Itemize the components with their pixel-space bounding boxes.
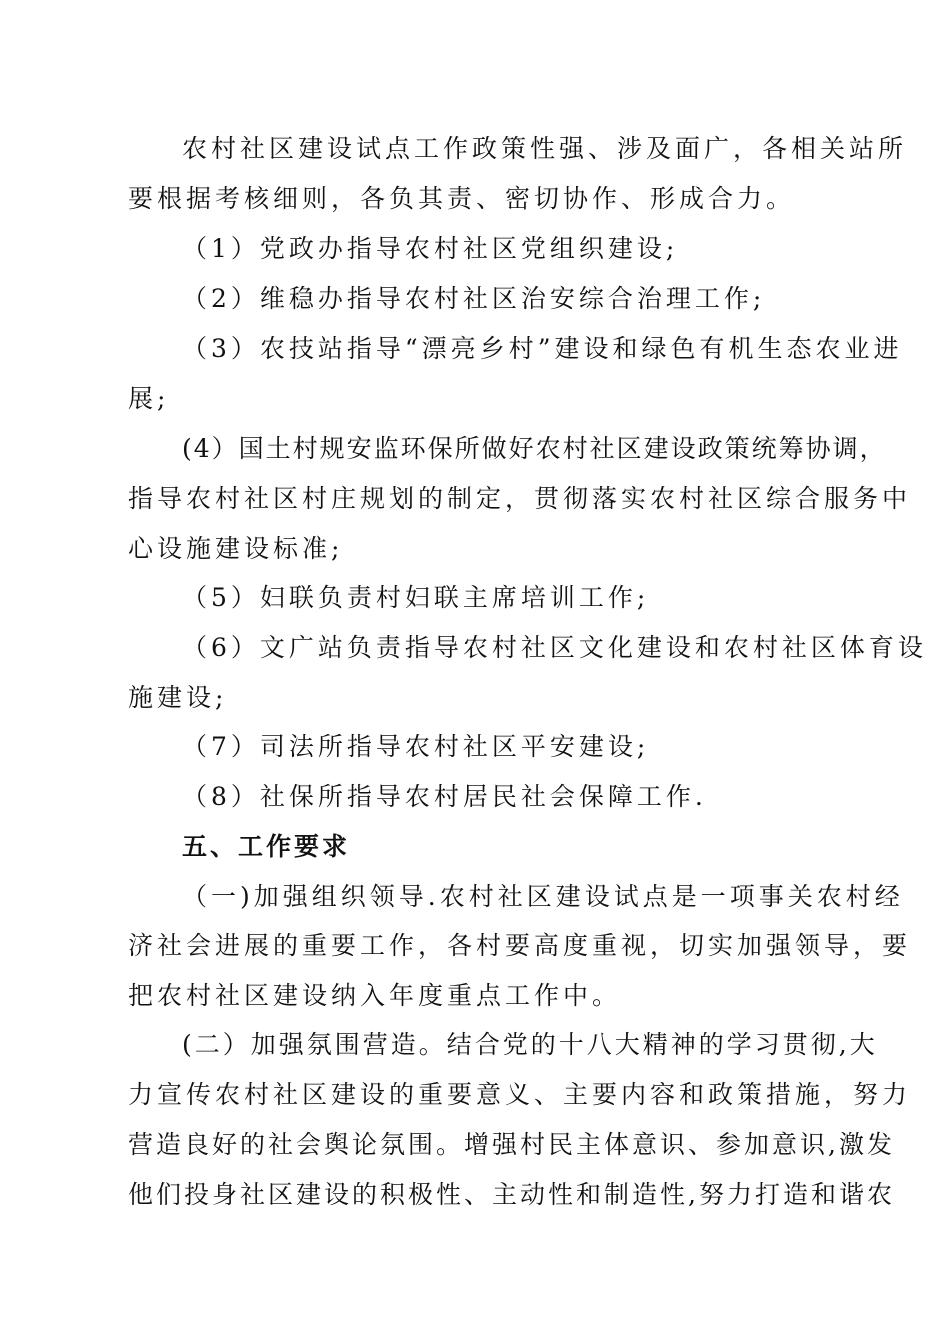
item-4-line-3: 心设施建设标准; [128, 534, 344, 563]
item-2: （2）维稳办指导农村社区治安综合治理工作; [182, 284, 766, 313]
requirement-2-line-4: 他们投身社区建设的积极性、主动性和制造性,努力打造和谐农 [128, 1180, 895, 1209]
item-6-line-1: （6）文广站负责指导农村社区文化建设和农村社区体育设 [182, 633, 927, 662]
item-3-line-2: 展; [128, 384, 170, 413]
paragraph-1-line-1: 农村社区建设试点工作政策性强、涉及面广，各相关站所 [182, 134, 908, 163]
item-7: （7）司法所指导农村社区平安建设; [182, 732, 650, 761]
item-4-line-1: (4）国土村规安监环保所做好农村社区建设政策统筹协调， [182, 434, 887, 463]
item-3-line-1: （3）农技站指导“漂亮乡村”建设和绿色有机生态农业进 [182, 334, 903, 363]
section-heading: 五、工作要求 [182, 832, 351, 861]
item-5: （5）妇联负责村妇联主席培训工作; [182, 583, 650, 612]
item-4-line-2: 指导农村社区村庄规划的制定，贯彻落实农村社区综合服务中 [128, 484, 912, 513]
item-8: （8）社保所指导农村居民社会保障工作. [182, 782, 707, 811]
requirement-1-line-1: （一)加强组织领导.农村社区建设试点是一项事关农村经 [182, 882, 904, 911]
requirement-2-line-1: (二）加强氛围营造。结合党的十八大精神的学习贯彻,大 [182, 1030, 878, 1059]
item-6-line-2: 施建设; [128, 683, 228, 712]
requirement-1-line-2: 济社会进展的重要工作，各村要高度重视，切实加强领导，要 [128, 931, 912, 960]
paragraph-1-line-2: 要根据考核细则，各负其责、密切协作、形成合力。 [128, 184, 796, 213]
requirement-2-line-3: 营造良好的社会舆论氛围。增强村民主体意识、参加意识,激发 [128, 1130, 895, 1159]
item-1: （1）党政办指导农村社区党组织建设; [182, 234, 679, 263]
requirement-2-line-2: 力宣传农村社区建设的重要意义、主要内容和政策措施，努力 [128, 1080, 912, 1109]
requirement-1-line-3: 把农村社区建设纳入年度重点工作中。 [128, 981, 622, 1010]
